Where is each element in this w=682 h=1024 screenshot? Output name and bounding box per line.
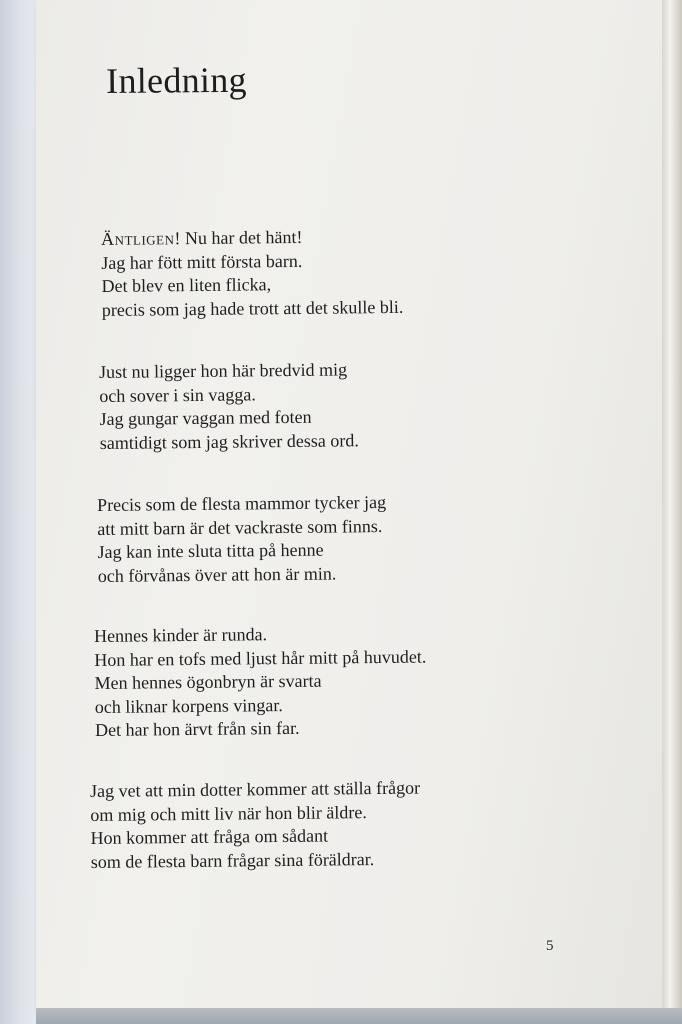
poem-line: precis som jag hade trott att det skulle bli. — [101, 296, 404, 320]
poem-line: och sover i sin vagga. — [99, 383, 256, 406]
poem-line: Hon har en tofs med ljust hår mitt på huvudet. — [94, 646, 427, 670]
poem-line: samtidigt som jag skriver dessa ord. — [99, 429, 359, 453]
page-edge — [662, 0, 682, 1024]
poem-line: Det blev en liten flicka, — [101, 274, 272, 296]
stanza — [97, 491, 387, 588]
chapter-title: Inledning — [106, 59, 248, 101]
poem-line: Just nu ligger hon här bredvid mig — [99, 359, 348, 382]
poem-line: Men hennes ögonbryn är svarta — [94, 670, 322, 693]
poem-line: Jag vet att min dotter kommer att ställa frågor — [90, 777, 421, 801]
poem-line: Jag gungar vaggan med foten — [99, 406, 312, 429]
opening-word: Äntligen — [101, 228, 175, 249]
poem-line: Precis som de flesta mammor tycker jag — [97, 491, 387, 515]
poem-line — [101, 225, 403, 252]
book-bottom-edge — [36, 1008, 682, 1024]
poem-line: och liknar korpens vingar. — [94, 694, 283, 717]
poem-line: Det har hon ärvt från sin far. — [94, 717, 300, 740]
poem-line: om mig och mitt liv när hon blir äldre. — [90, 801, 367, 825]
poem-line: som de flesta barn frågar sina föräldrar. — [90, 848, 375, 872]
poem-line: Hennes kinder är runda. — [94, 624, 268, 646]
poem-line: Jag har fött mitt första barn. — [101, 250, 303, 273]
stanza — [94, 622, 427, 743]
stanza — [90, 777, 421, 874]
stanza — [101, 225, 403, 322]
poem-line: Hon kommer att fråga om sådant — [90, 825, 329, 848]
poem-line: att mitt barn är det vackraste som finns. — [97, 515, 383, 539]
poem-line: och förvånas över att hon är min. — [97, 562, 337, 586]
poem-line-text: ! Nu har det hänt! — [174, 226, 303, 249]
poem-line: Jag kan inte sluta titta på henne — [97, 539, 324, 562]
page-number: 5 — [546, 938, 554, 954]
stanza — [99, 358, 359, 455]
